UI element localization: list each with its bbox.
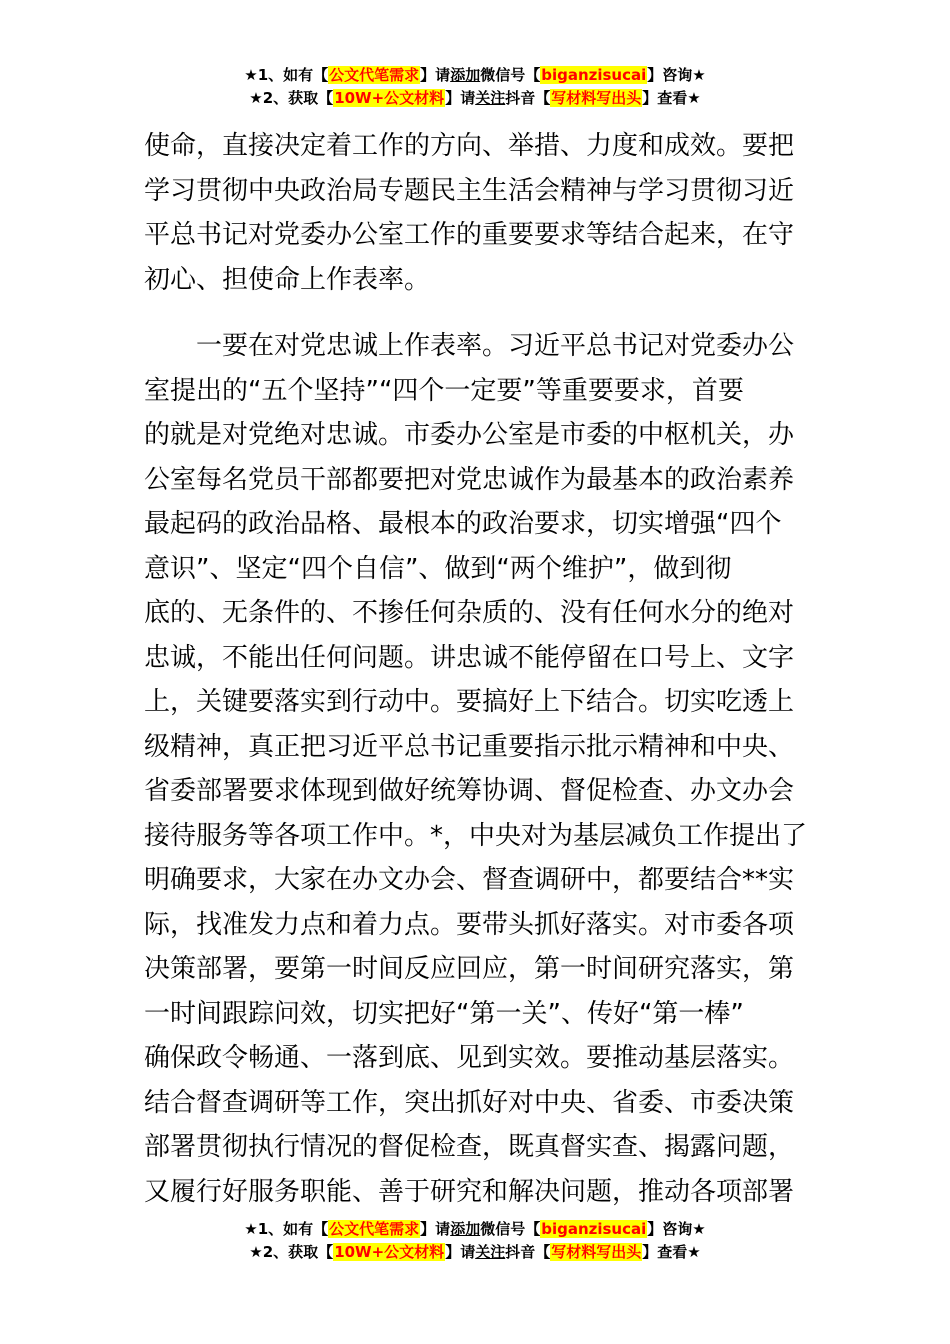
paragraph-gap <box>144 302 808 324</box>
banner-text: 】咨询★ <box>647 1220 706 1238</box>
banner-text: 】请 <box>420 66 451 84</box>
banner-text: 】请 <box>445 89 476 107</box>
banner-text: ★2、获取【 <box>249 89 334 107</box>
banner-line-2 <box>0 1241 950 1264</box>
banner-text: 】请 <box>420 1220 451 1238</box>
banner-text: 抖音【 <box>505 1243 551 1261</box>
text-line: 一时间跟踪问效，切实把好“第一关”、传好“第一棒” <box>144 998 744 1029</box>
text-line: 上，关键要落实到行动中。要搞好上下结合。切实吃透上 <box>144 687 795 717</box>
banner-text: 微信号【 <box>480 66 541 84</box>
header-banner <box>0 64 950 110</box>
underlined-text: 关注 <box>475 89 506 107</box>
highlight-wechat-id: biganzisucai <box>541 1220 647 1238</box>
text-line: 一要在对党忠诚上作表率。习近平总书记对党委办公 <box>196 331 795 361</box>
banner-line-1 <box>0 1218 950 1241</box>
text-line: 部署贯彻执行情况的督促检查，既真督实查、揭露问题， <box>144 1132 795 1162</box>
paragraph-2 <box>144 324 808 1214</box>
highlight-douyin-id: 写材料写出头 <box>551 1243 642 1261</box>
text-line: 底的、无条件的、不掺任何杂质的、没有任何水分的绝对 <box>144 598 795 628</box>
text-line: 最起码的政治品格、最根本的政治要求，切实增强“四个 <box>144 509 782 539</box>
text-line: 公室每名党员干部都要把对党忠诚作为最基本的政治素养 <box>144 464 795 495</box>
highlight-materials: 10W+公文材料 <box>334 89 445 107</box>
text-line: 意识”、坚定“四个自信”、做到“两个维护”，做到彻 <box>144 553 732 584</box>
text-line: 省委部署要求体现到做好统筹协调、督促检查、办文办会 <box>144 776 795 806</box>
text-line: 忠诚，不能出任何问题。讲忠诚不能停留在口号上、文字 <box>144 642 795 673</box>
text-line: 接待服务等各项工作中。*，中央对为基层减负工作提出了 <box>144 820 808 851</box>
banner-text: 】咨询★ <box>647 66 706 84</box>
text-line: 的就是对党绝对忠诚。市委办公室是市委的中枢机关，办 <box>144 420 795 450</box>
text-line: 级精神，真正把习近平总书记重要指示批示精神和中央、 <box>144 731 795 762</box>
banner-text: 】查看★ <box>642 1243 701 1261</box>
banner-text: 】请 <box>445 1243 476 1261</box>
banner-text: ★2、获取【 <box>249 1243 334 1261</box>
text-line: 又履行好服务职能、善于研究和解决问题，推动各项部署 <box>144 1176 795 1207</box>
underlined-text: 关注 <box>475 1243 506 1261</box>
banner-text: 】查看★ <box>642 89 701 107</box>
document-body <box>144 124 808 1214</box>
highlight-wechat-id: biganzisucai <box>541 66 647 84</box>
text-line: 室提出的“五个坚持”“四个一定要”等重要要求，首要 <box>144 375 744 406</box>
text-line: 使命，直接决定着工作的方向、举措、力度和成效。要把 <box>144 131 795 161</box>
highlight-materials: 10W+公文材料 <box>334 1243 445 1261</box>
text-line: 确保政令畅通、一落到底、见到实效。要推动基层落实。 <box>144 1043 795 1073</box>
banner-line-1 <box>0 64 950 87</box>
banner-text: ★1、如有【 <box>244 66 329 84</box>
highlight-douyin-id: 写材料写出头 <box>551 89 642 107</box>
text-line: 决策部署，要第一时间反应回应，第一时间研究落实，第 <box>144 954 795 984</box>
text-line: 结合督查调研等工作，突出抓好对中央、省委、市委决策 <box>144 1087 795 1118</box>
banner-text: 微信号【 <box>480 1220 541 1238</box>
banner-text: 抖音【 <box>505 89 551 107</box>
text-line: 明确要求，大家在办文办会、督查调研中，都要结合**实 <box>144 865 795 895</box>
highlight-service: 公文代笔需求 <box>329 1220 420 1238</box>
text-line: 学习贯彻中央政治局专题民主生活会精神与学习贯彻习近 <box>144 175 795 206</box>
banner-line-2 <box>0 87 950 110</box>
highlight-service: 公文代笔需求 <box>329 66 420 84</box>
text-line: 初心、担使命上作表率。 <box>144 264 431 295</box>
banner-text: ★1、如有【 <box>244 1220 329 1238</box>
text-line: 平总书记对党委办公室工作的重要要求等结合起来，在守 <box>144 220 795 250</box>
text-line: 际，找准发力点和着力点。要带头抓好落实。对市委各项 <box>144 909 795 940</box>
footer-banner <box>0 1218 950 1264</box>
underlined-text: 添加 <box>450 66 481 84</box>
paragraph-1 <box>144 124 808 302</box>
underlined-text: 添加 <box>450 1220 481 1238</box>
